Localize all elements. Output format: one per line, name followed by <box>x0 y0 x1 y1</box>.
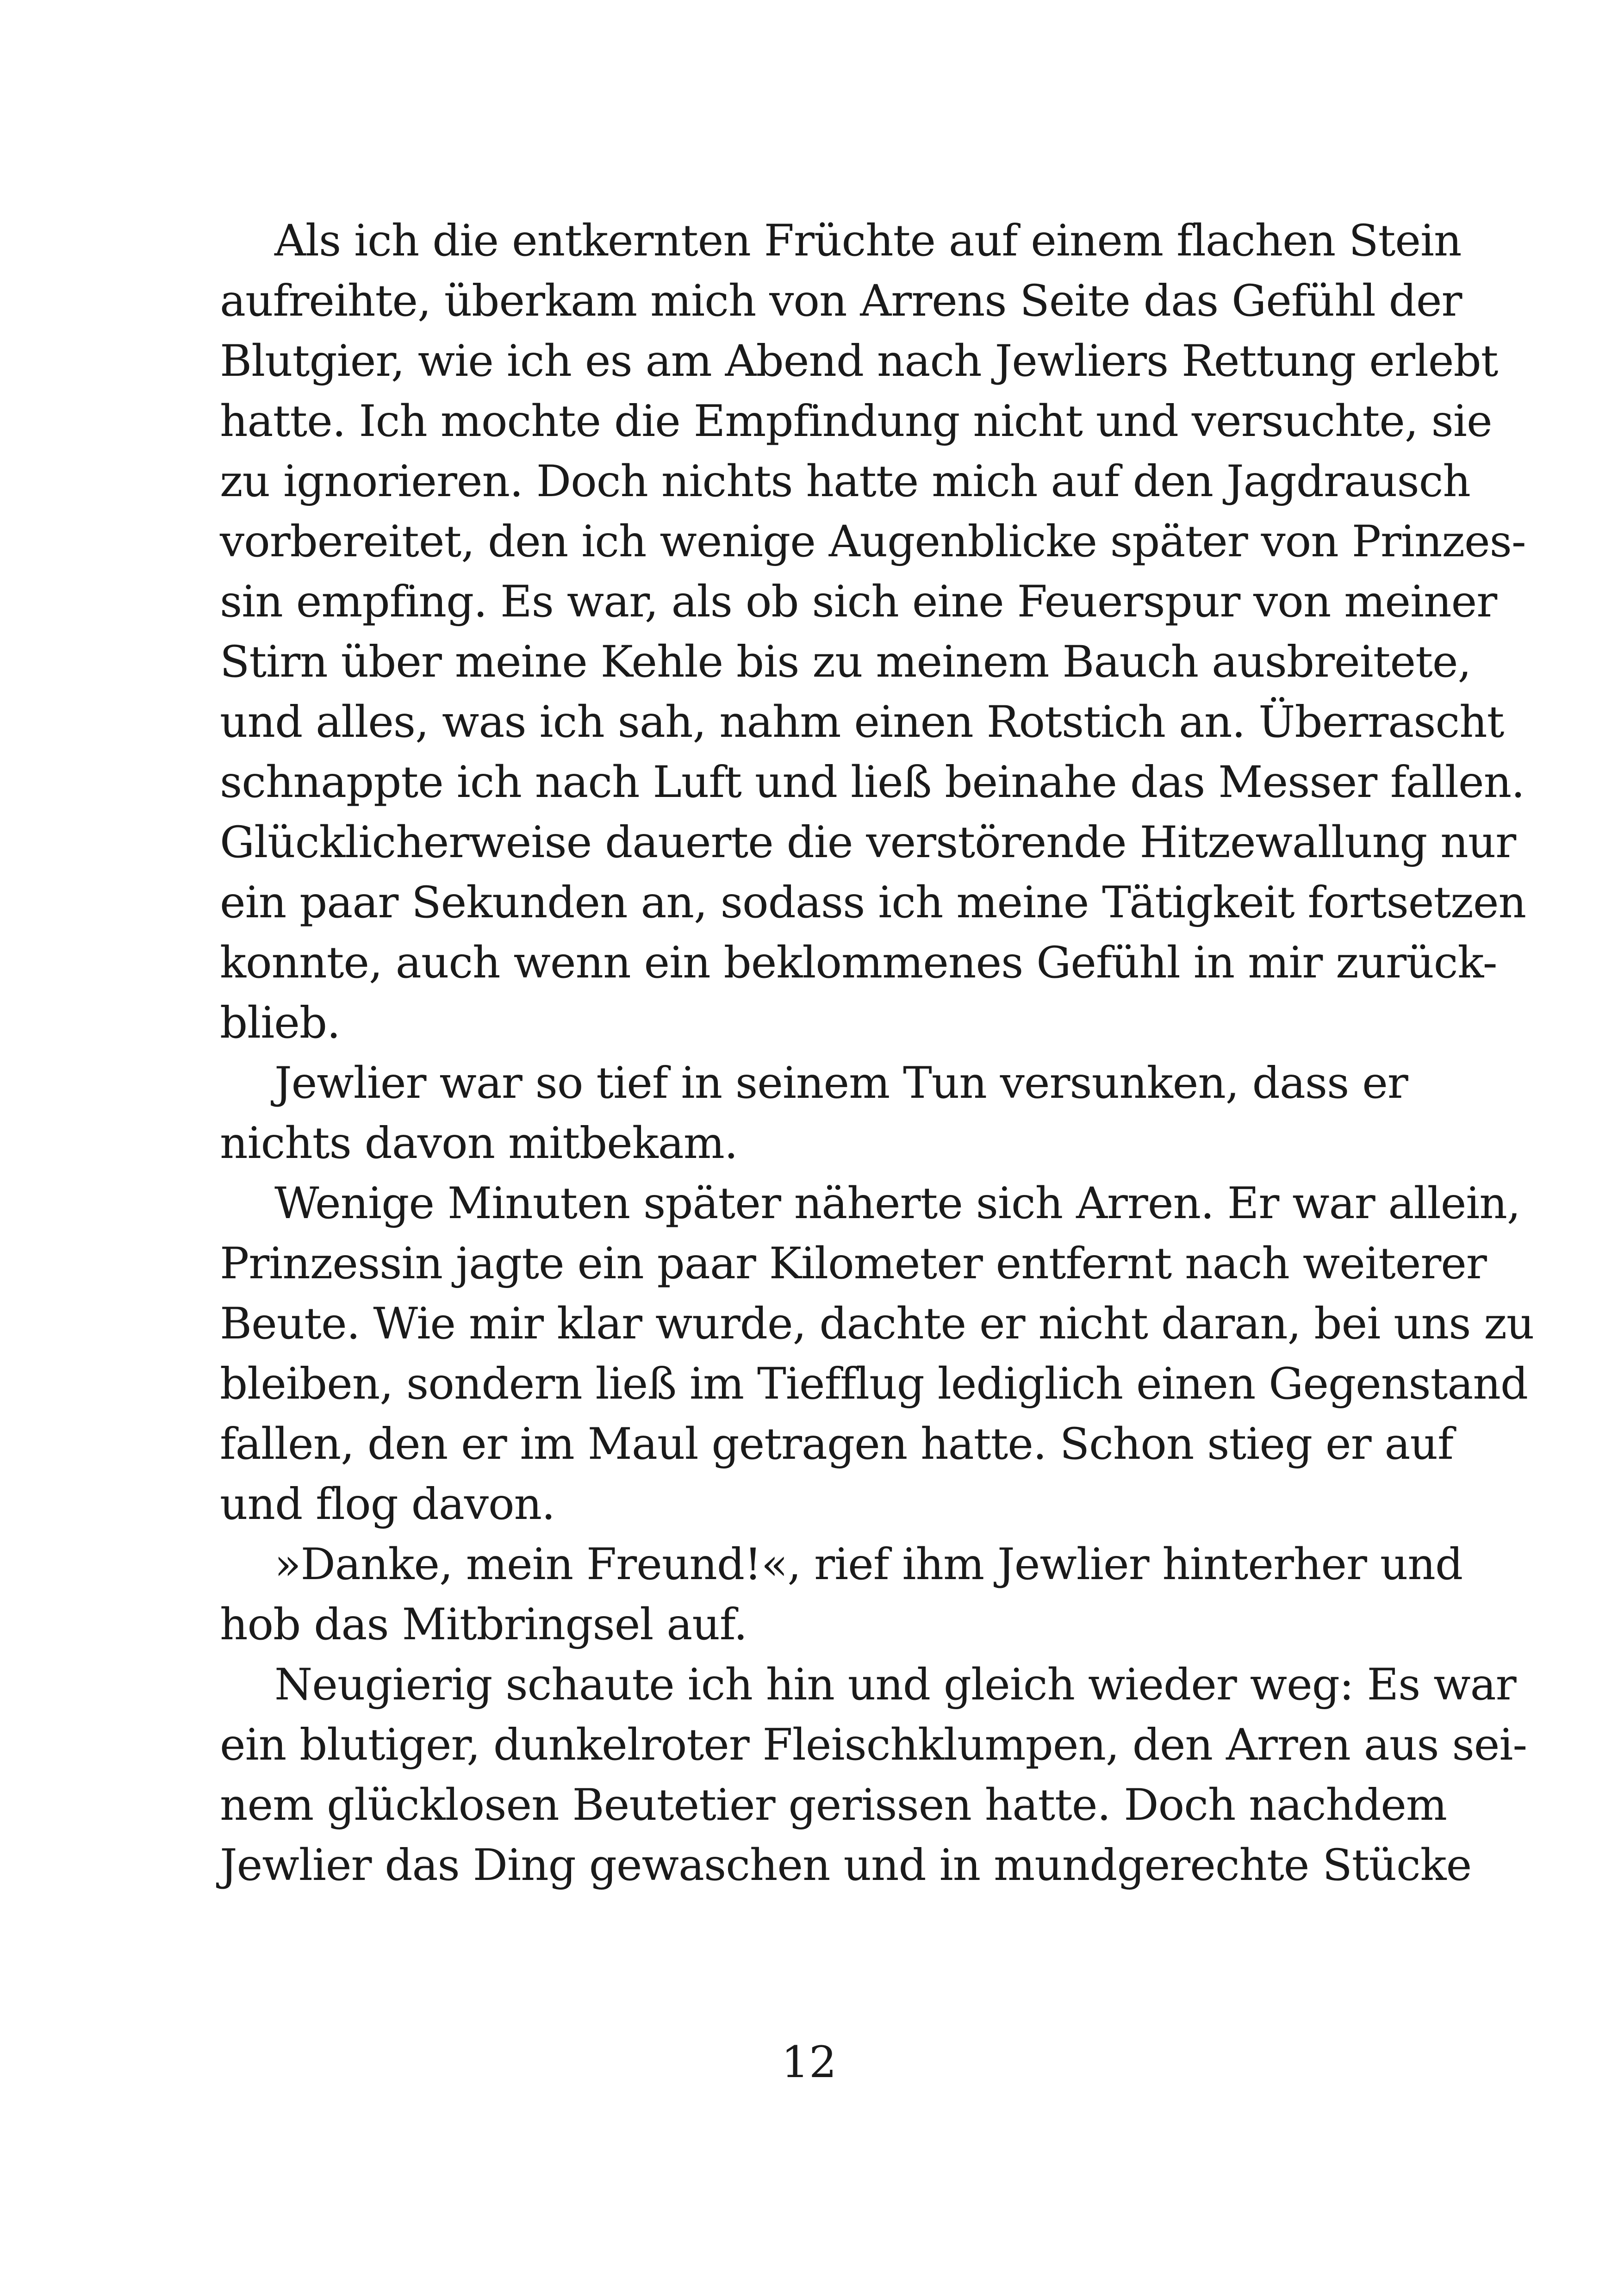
text-line: aufreihte, überkam mich von Arrens Seite das Gefühl der <box>220 276 1462 326</box>
text-line: blieb. <box>220 998 340 1048</box>
text-line: Neugierig schaute ich hin und gleich wieder weg: Es war <box>274 1660 1516 1710</box>
text-line: bleiben, sondern ließ im Tiefflug lediglich einen Gegenstand <box>220 1359 1528 1409</box>
text-line: hatte. Ich mochte die Empfindung nicht und versuchte, sie <box>220 396 1492 447</box>
body-text <box>220 211 1534 1896</box>
text-line: konnte, auch wenn ein beklommenes Gefühl in mir zurück- <box>220 938 1497 988</box>
page-number: 12 <box>781 2037 837 2088</box>
text-line: und alles, was ich sah, nahm einen Rotstich an. Überrascht <box>220 697 1504 747</box>
text-line: Blutgier, wie ich es am Abend nach Jewliers Rettung erlebt <box>220 336 1498 386</box>
text-line: schnappte ich nach Luft und ließ beinahe das Messer fallen. <box>220 757 1525 808</box>
text-line: nichts davon mitbekam. <box>220 1118 738 1169</box>
text-line: ein blutiger, dunkelroter Fleischklumpen, den Arren aus sei- <box>220 1720 1527 1770</box>
text-line: hob das Mitbringsel auf. <box>220 1599 747 1650</box>
text-line: ein paar Sekunden an, sodass ich meine Tätigkeit fortsetzen <box>220 877 1526 928</box>
text-line: Stirn über meine Kehle bis zu meinem Bauch ausbreitete, <box>220 637 1471 687</box>
text-line: Jewlier war so tief in seinem Tun versunken, dass er <box>274 1058 1408 1108</box>
text-line: Wenige Minuten später näherte sich Arren. Er war allein, <box>274 1178 1520 1229</box>
text-line: Beute. Wie mir klar wurde, dachte er nicht daran, bei uns zu <box>220 1299 1534 1349</box>
text-line: sin empfing. Es war, als ob sich eine Feuerspur von meiner <box>220 577 1497 627</box>
text-line: Als ich die entkernten Früchte auf einem flachen Stein <box>274 216 1462 266</box>
text-line: »Danke, mein Freund!«, rief ihm Jewlier hinterher und <box>274 1539 1463 1590</box>
text-line: und flog davon. <box>220 1479 555 1530</box>
text-line: zu ignorieren. Doch nichts hatte mich auf den Jagdrausch <box>220 456 1470 507</box>
text-line: Jewlier das Ding gewaschen und in mundgerechte Stücke <box>220 1840 1472 1891</box>
text-line: fallen, den er im Maul getragen hatte. Schon stieg er auf <box>220 1419 1453 1469</box>
text-line: nem glücklosen Beutetier gerissen hatte. Doch nachdem <box>220 1780 1447 1830</box>
text-line: vorbereitet, den ich wenige Augenblicke später von Prinzes- <box>220 516 1526 567</box>
text-line: Glücklicherweise dauerte die verstörende Hitzewallung nur <box>220 817 1516 868</box>
text-line: Prinzessin jagte ein paar Kilometer entfernt nach weiterer <box>220 1238 1487 1289</box>
